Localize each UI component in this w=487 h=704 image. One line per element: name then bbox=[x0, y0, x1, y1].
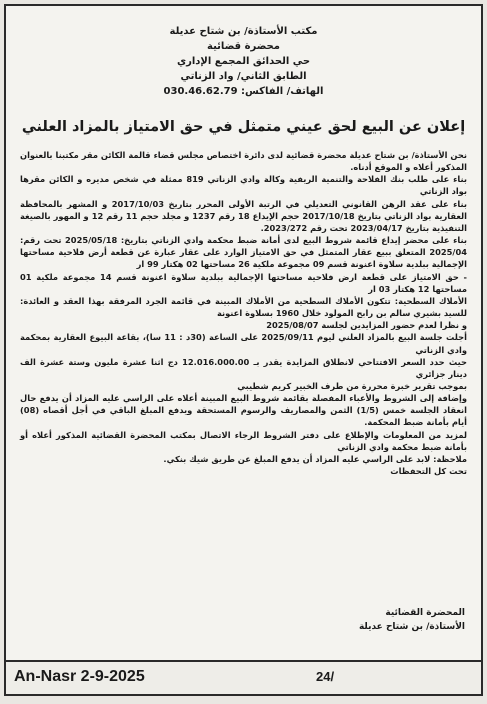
body-paragraph: نحن الأستاذة/ بن شتاح عديلة محضرة قضائية لدى دائرة اختصاص مجلس قضاء قالمة الكائن مقر مكتبنا بالعنوان المذكور أعلاه و الموقع أدناه. bbox=[20, 150, 467, 173]
body-paragraph: الأملاك السطحية: تتكون الأملاك السطحية من الأملاك المبينة في قائمة الجرد المرفقة بهذا العقد و العائدة: للسيد بشيري سالم بن رابح المولود خلال 1960 بسلاوة اعنونة bbox=[20, 295, 467, 319]
body-paragraph: بناء على محضر إيداع قائمة شروط البيع لدى أمانة ضبط محكمة وادي الزناتي بتاريخ: 2025/05/18 تحت رقم: 2025/04 المتعلق ببيع عقار المتمثل في حق الامتياز الوارد على عقار عبارة عن قطعة أرض فلاحية مساحتها الإجمالية ببلدية سلاوة اعنونة قسم 09 مجموعة ملكية 26 مساحتها 02 هكتار 99 ار bbox=[20, 235, 467, 270]
publication-date: An-Nasr 2-9-2025 bbox=[14, 668, 145, 685]
body-paragraph: بناء على طلب بنك الفلاحة والتنمية الريفية وكالة وادي الزناتي 819 ممثلة في شخص مديره و الكائن مقرها بواد الزناتي bbox=[20, 174, 467, 197]
office-header bbox=[6, 24, 481, 99]
body-paragraph: وإضافة إلى الشروط والأعباء المفصلة بقائمة شروط البيع المبينة أعلاه على الراسي عليه المزاد أن يدفع حال انعقاد الجلسة خمس (1/5) الثمن والمصاريف والرسوم المستحقة ويدفع المبلغ الباقي في أجل أقصاه (08) أيام بأمانة ضبط المحكمة. bbox=[20, 393, 468, 428]
signature-name: الأستاذة/ بن شتاح عديلة bbox=[358, 622, 465, 632]
office-role: محضرة قضائية bbox=[207, 41, 280, 52]
body-paragraph: حيث حدد السعر الافتتاحي لانطلاق المزايدة يقدر بـ 12.016.000.00 دج اثنا عشرة مليون وستة عشرة الف دينار جزائري bbox=[20, 356, 467, 379]
notice-title: إعلان عن البيع لحق عيني متمثل في حق الامتياز بالمزاد العلني bbox=[21, 119, 466, 135]
body-paragraph: لمزيد من المعلومات والإطلاع على دفتر الشروط الرجاء الاتصال بمكتب المحضرة القضائية المذكور أعلاه أو بأمانة ضبط محكمة وادي الزناتي bbox=[20, 429, 467, 452]
body-paragraph: بموجب تقرير خبرة محررة من طرف الخبير كريم شطيبي bbox=[237, 380, 467, 391]
newspaper-footer bbox=[6, 660, 481, 694]
notice-body bbox=[20, 149, 467, 477]
office-address-2: الطابق الثاني/ واد الزناتي bbox=[180, 71, 307, 82]
body-paragraph: تحت كل التحفظات bbox=[390, 466, 467, 477]
signature-role: المحضرة القضائية bbox=[385, 608, 465, 618]
office-phone: الهاتف/ الفاكس: 030.46.62.79 bbox=[163, 86, 324, 97]
body-paragraph: بناء على عقد الرهن القانوني التعديلي في الرتبة الأولى المحرر بتاريخ 2017/10/03 و المشهر بالمحافظة العقارية بواد الزناتي بتاريخ 2017/10/18 حجم الإيداع 18 رقم 1237 و مجلد حجم 11 رقم 12 و المهور بالصيغة التنفيذية بتاريخ 2023/04/17 تحت رقم 2023/272. bbox=[20, 198, 467, 233]
body-paragraph: ملاحظة: لابد على الراسي عليه المزاد أن يدفع المبلغ عن طريق شيك بنكي. bbox=[163, 453, 467, 464]
signature-block bbox=[6, 606, 465, 634]
office-address-1: حي الحدائق المجمع الإداري bbox=[176, 56, 311, 67]
legal-notice-page bbox=[4, 4, 483, 696]
body-paragraph: أجلت جلسة البيع بالمزاد العلني ليوم 2025/09/11 على الساعة (30د : 11 سا)، بقاعة البيوع العقارية بمحكمة وادي الزناتي bbox=[20, 332, 467, 355]
body-paragraph: - حق الامتياز على قطعة ارض فلاحية مساحتها الإجمالية ببلدية سلاوة اعنونة قسم 14 مجموعة ملكية 01 مساحتها 12 هكتار 03 ار bbox=[20, 271, 467, 294]
office-name: مكتب الأستاذة/ بن شتاح عديلة bbox=[169, 26, 318, 37]
page-number: 24/ bbox=[316, 669, 335, 684]
body-paragraph: و نظرا لعدم حضور المزايدين لجلسة 2025/08/07 bbox=[266, 320, 467, 331]
